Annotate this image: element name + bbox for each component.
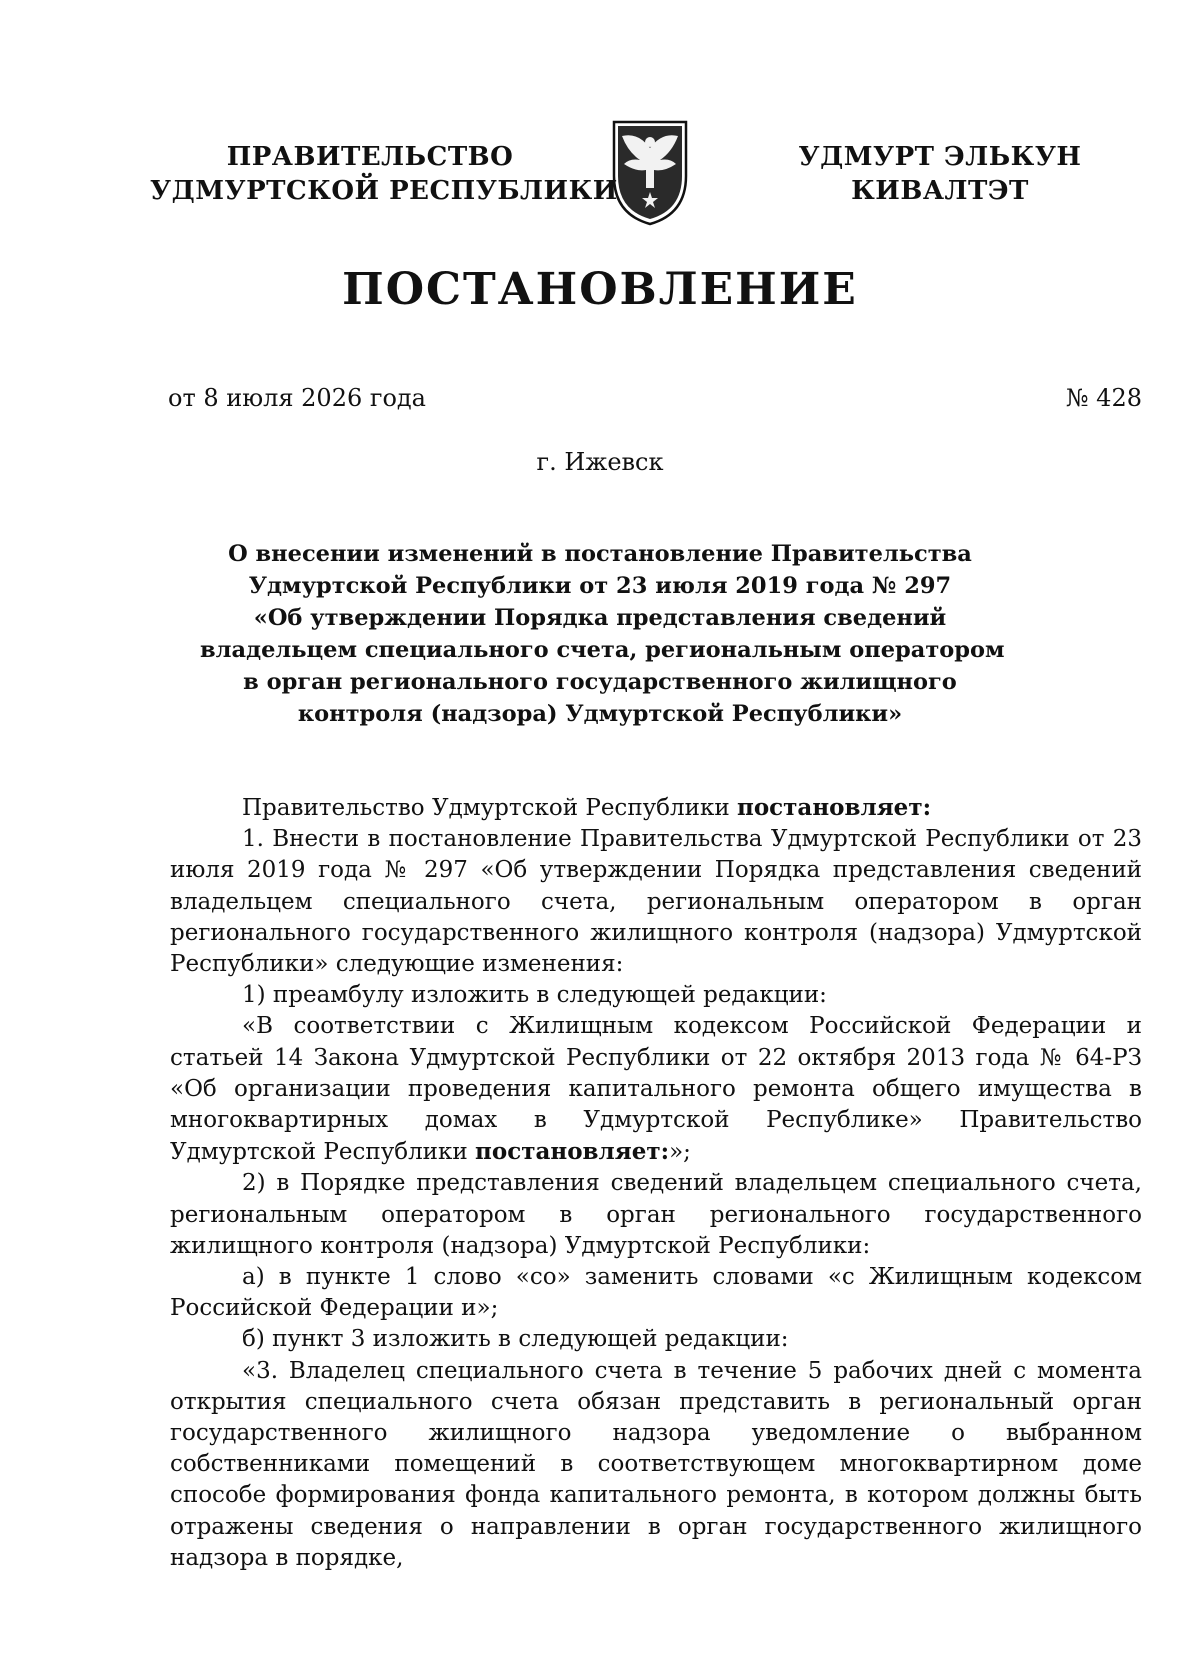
header-left-line1: ПРАВИТЕЛЬСТВО <box>226 142 514 172</box>
title-line: Удмуртской Республики от 23 июля 2019 года № 297 <box>248 573 952 599</box>
document-number: № 428 <box>1065 384 1142 412</box>
body-paragraph-5: а) в пункте 1 слово «со» заменить словами «с Жилищным кодексом Российской Федерации и»; <box>170 1264 1142 1322</box>
header-left <box>150 140 618 208</box>
header-right-line1: УДМУРТ ЭЛЬКУН <box>798 142 1082 172</box>
title-line: «Об утверждении Порядка представления сведений <box>253 605 947 631</box>
udmurt-coat-of-arms-icon <box>608 118 692 226</box>
title-line: в орган регионального государственного жилищного <box>243 669 957 695</box>
title-line: владельцем специального счета, региональным оператором <box>200 637 1005 663</box>
paragraph-text: «В соответствии с Жилищным кодексом Российской Федерации и статьей 14 Закона Удмуртской Республики от 22 октября 2013 года № 64-РЗ «Об организации проведения капитального ремонта общего имущества в многоквартирных домах в Удмуртской Республике» Правительство Удмуртской Республики <box>170 1013 1142 1166</box>
title-line: контроля (надзора) Удмуртской Республики» <box>297 701 903 727</box>
header-left-line2: УДМУРТСКОЙ РЕСПУБЛИКИ <box>150 176 618 206</box>
body-paragraph-2: 1) преамбулу изложить в следующей редакции: <box>242 982 827 1009</box>
header-right <box>790 140 1090 208</box>
document-type-title: ПОСТАНОВЛЕНИЕ <box>342 264 858 315</box>
document-city: г. Ижевск <box>536 448 664 476</box>
paragraph-bold-text: постановляет: <box>475 1138 670 1166</box>
body-paragraph-6: б) пункт 3 изложить в следующей редакции: <box>242 1326 789 1353</box>
resolution-title <box>200 538 1005 730</box>
document-body <box>170 792 1142 1574</box>
paragraph-bold-text: постановляет: <box>736 794 932 821</box>
body-paragraph-4: 2) в Порядке представления сведений владельцем специального счета, региональным оператором в орган регионального государственного жилищного контроля (надзора) Удмуртской Республики: <box>170 1170 1142 1259</box>
paragraph-text: »; <box>669 1139 691 1166</box>
body-paragraph-preamble <box>170 792 1142 824</box>
paragraph-text: Правительство Удмуртской Республики <box>242 795 737 821</box>
body-paragraph-7: «3. Владелец специального счета в течение 5 рабочих дней с момента открытия специального счета обязан представить в региональный орган государственного жилищного надзора уведомление о выбранном собственниками помещений в соответствующем многоквартирном доме способе формирования фонда капитального ремонта, в котором должны быть отражены сведения о направлении в орган государственного жилищного надзора в порядке, <box>170 1357 1142 1571</box>
document-date: от 8 июля 2026 года <box>168 384 426 412</box>
body-paragraph-1: 1. Внести в постановление Правительства Удмуртской Республики от 23 июля 2019 года № 297 «Об утверждении Порядка представления сведений владельцем специального счета, региональным оператором в орган регионального государственного жилищного контроля (надзора) Удмуртской Республики» следующие изменения: <box>170 826 1142 978</box>
header-right-line2: КИВАЛТЭТ <box>851 176 1029 206</box>
body-paragraph-3 <box>170 1011 1142 1168</box>
title-line: О внесении изменений в постановление Правительства <box>228 541 972 567</box>
